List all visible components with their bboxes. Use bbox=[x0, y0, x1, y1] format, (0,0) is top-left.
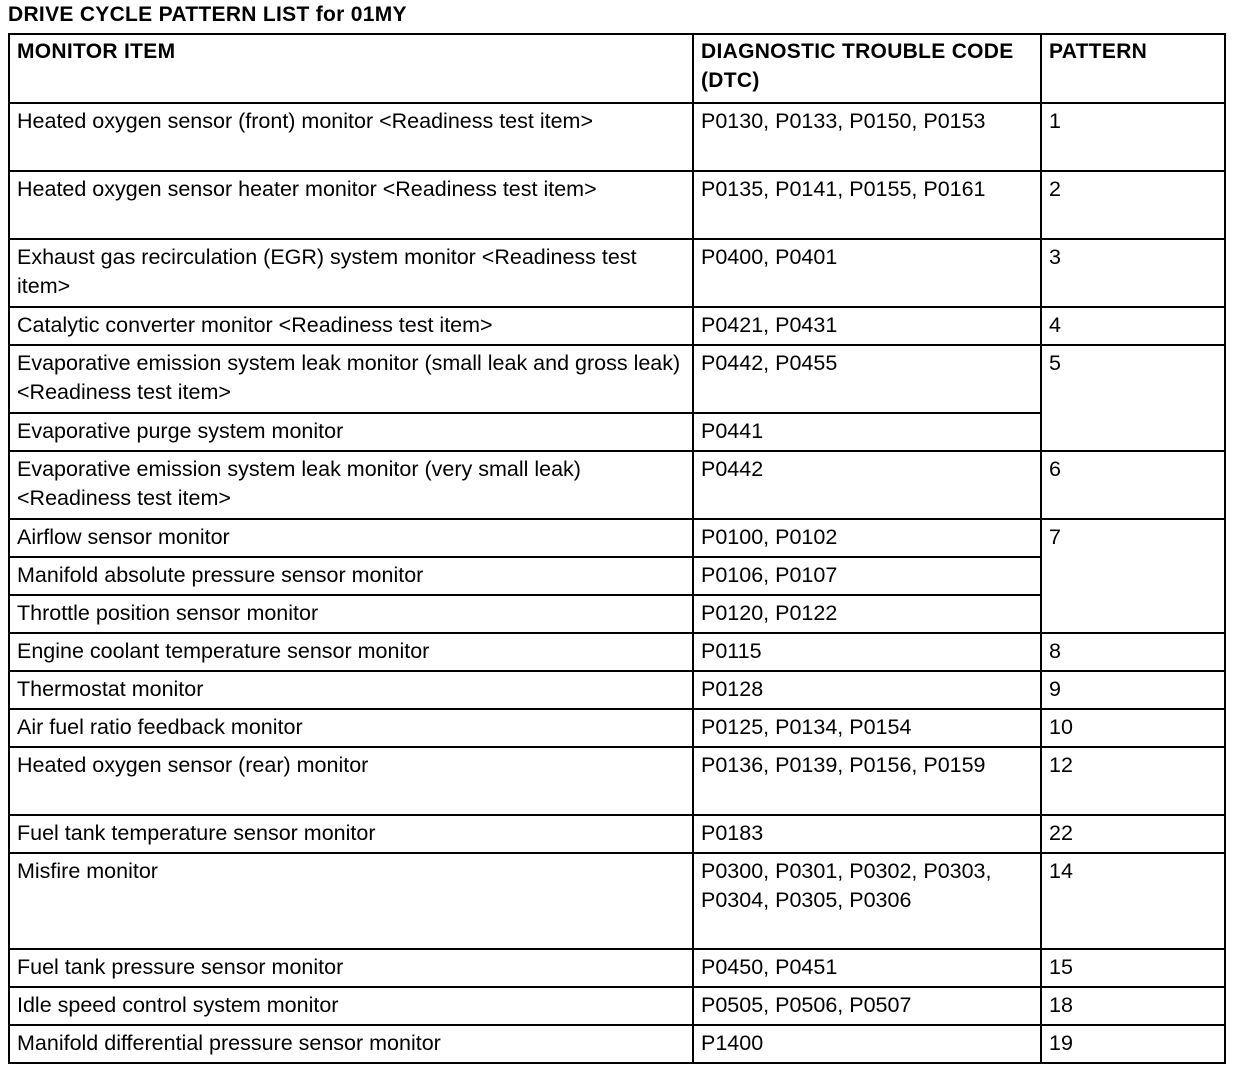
pattern-cell: 9 bbox=[1041, 671, 1225, 709]
page-title: DRIVE CYCLE PATTERN LIST for 01MY bbox=[8, 3, 407, 26]
table-row bbox=[9, 345, 1225, 413]
monitor-item-cell: Fuel tank pressure sensor monitor bbox=[9, 949, 693, 987]
monitor-item-cell: Evaporative emission system leak monitor (small leak and gross leak) <Readiness test item> bbox=[9, 345, 693, 413]
table-header-row bbox=[9, 34, 1225, 103]
pattern-cell: 12 bbox=[1041, 747, 1225, 815]
pattern-cell: 1 bbox=[1041, 103, 1225, 171]
dtc-cell: P0505, P0506, P0507 bbox=[693, 987, 1041, 1025]
monitor-item-cell: Catalytic converter monitor <Readiness test item> bbox=[9, 307, 693, 345]
table-row bbox=[9, 239, 1225, 307]
column-header-pattern: PATTERN bbox=[1041, 34, 1225, 103]
dtc-cell: P0120, P0122 bbox=[693, 595, 1041, 633]
dtc-cell: P0442, P0455 bbox=[693, 345, 1041, 413]
pattern-cell: 18 bbox=[1041, 987, 1225, 1025]
dtc-cell: P0400, P0401 bbox=[693, 239, 1041, 307]
pattern-cell: 15 bbox=[1041, 949, 1225, 987]
dtc-cell: P0441 bbox=[693, 413, 1041, 451]
table-row bbox=[9, 709, 1225, 747]
table-row bbox=[9, 949, 1225, 987]
pattern-cell: 14 bbox=[1041, 853, 1225, 949]
monitor-item-cell: Misfire monitor bbox=[9, 853, 693, 949]
pattern-cell: 7 bbox=[1041, 519, 1225, 633]
table-row bbox=[9, 1025, 1225, 1063]
dtc-cell: P0128 bbox=[693, 671, 1041, 709]
monitor-item-cell: Heated oxygen sensor heater monitor <Readiness test item> bbox=[9, 171, 693, 239]
table-row bbox=[9, 633, 1225, 671]
monitor-item-cell: Evaporative emission system leak monitor (very small leak) <Readiness test item> bbox=[9, 451, 693, 519]
table-row bbox=[9, 519, 1225, 557]
monitor-item-cell: Fuel tank temperature sensor monitor bbox=[9, 815, 693, 853]
table-row bbox=[9, 671, 1225, 709]
monitor-item-cell: Manifold differential pressure sensor monitor bbox=[9, 1025, 693, 1063]
table-row bbox=[9, 171, 1225, 239]
dtc-cell: P1400 bbox=[693, 1025, 1041, 1063]
table-row bbox=[9, 987, 1225, 1025]
pattern-cell: 19 bbox=[1041, 1025, 1225, 1063]
column-header-monitor-item: MONITOR ITEM bbox=[9, 34, 693, 103]
table-row bbox=[9, 307, 1225, 345]
monitor-item-cell: Engine coolant temperature sensor monitor bbox=[9, 633, 693, 671]
pattern-cell: 10 bbox=[1041, 709, 1225, 747]
pattern-cell: 4 bbox=[1041, 307, 1225, 345]
pattern-cell: 8 bbox=[1041, 633, 1225, 671]
dtc-cell: P0135, P0141, P0155, P0161 bbox=[693, 171, 1041, 239]
dtc-cell: P0136, P0139, P0156, P0159 bbox=[693, 747, 1041, 815]
dtc-cell: P0125, P0134, P0154 bbox=[693, 709, 1041, 747]
monitor-item-cell: Air fuel ratio feedback monitor bbox=[9, 709, 693, 747]
column-header-dtc: DIAGNOSTIC TROUBLE CODE (DTC) bbox=[693, 34, 1041, 103]
dtc-cell: P0421, P0431 bbox=[693, 307, 1041, 345]
monitor-item-cell: Manifold absolute pressure sensor monitor bbox=[9, 557, 693, 595]
pattern-cell: 6 bbox=[1041, 451, 1225, 519]
monitor-item-cell: Evaporative purge system monitor bbox=[9, 413, 693, 451]
monitor-item-cell: Idle speed control system monitor bbox=[9, 987, 693, 1025]
monitor-item-cell: Thermostat monitor bbox=[9, 671, 693, 709]
dtc-cell: P0115 bbox=[693, 633, 1041, 671]
monitor-item-cell: Airflow sensor monitor bbox=[9, 519, 693, 557]
dtc-cell: P0183 bbox=[693, 815, 1041, 853]
table-row bbox=[9, 815, 1225, 853]
table-row bbox=[9, 103, 1225, 171]
drive-cycle-table bbox=[8, 33, 1226, 1064]
monitor-item-cell: Heated oxygen sensor (rear) monitor bbox=[9, 747, 693, 815]
dtc-cell: P0130, P0133, P0150, P0153 bbox=[693, 103, 1041, 171]
table-row bbox=[9, 747, 1225, 815]
monitor-item-cell: Exhaust gas recirculation (EGR) system monitor <Readiness test item> bbox=[9, 239, 693, 307]
monitor-item-cell: Throttle position sensor monitor bbox=[9, 595, 693, 633]
monitor-item-cell: Heated oxygen sensor (front) monitor <Readiness test item> bbox=[9, 103, 693, 171]
dtc-cell: P0442 bbox=[693, 451, 1041, 519]
dtc-cell: P0300, P0301, P0302, P0303, P0304, P0305, P0306 bbox=[693, 853, 1041, 949]
table-row bbox=[9, 451, 1225, 519]
pattern-cell: 22 bbox=[1041, 815, 1225, 853]
dtc-cell: P0106, P0107 bbox=[693, 557, 1041, 595]
pattern-cell: 2 bbox=[1041, 171, 1225, 239]
pattern-cell: 5 bbox=[1041, 345, 1225, 451]
pattern-cell: 3 bbox=[1041, 239, 1225, 307]
table-row bbox=[9, 853, 1225, 949]
dtc-cell: P0100, P0102 bbox=[693, 519, 1041, 557]
dtc-cell: P0450, P0451 bbox=[693, 949, 1041, 987]
